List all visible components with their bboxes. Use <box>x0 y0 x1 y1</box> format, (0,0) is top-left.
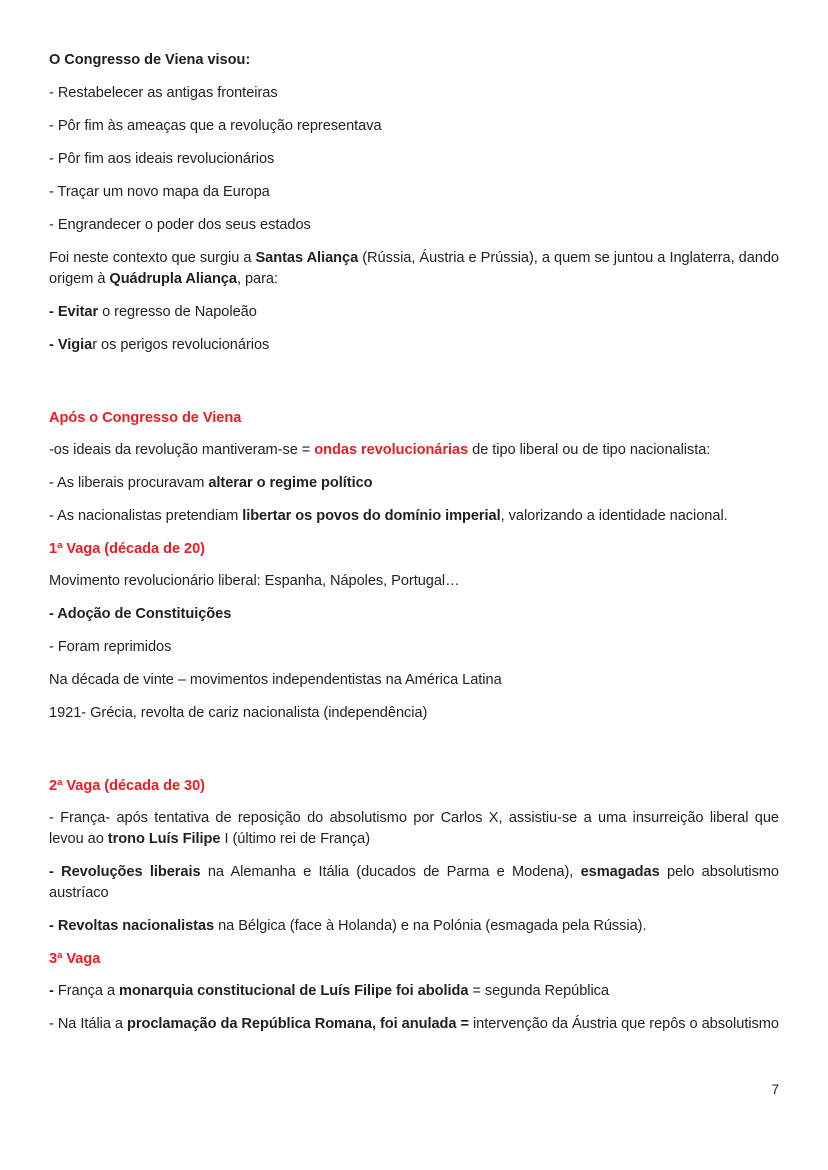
text-run: r os perigos revolucionários <box>92 337 270 353</box>
bullet-por-fim-ideais: - Pôr fim aos ideais revolucionários <box>49 151 275 167</box>
text-decada-vinte-america-latina: Na década de vinte – movimentos independentistas na América Latina <box>49 672 502 688</box>
paragraph-revoltas-nacionalistas <box>49 916 779 937</box>
bold-quadrupla-alianca: Quádrupla Aliança <box>109 271 237 287</box>
text-run: de tipo liberal ou de tipo nacionalista: <box>468 442 711 458</box>
text-run: na Alemanha e Itália (ducados de Parma e Modena), <box>200 864 581 880</box>
text-run: - Na Itália a <box>49 1016 127 1032</box>
section-heading-terceira-vaga: 3ª Vaga <box>49 951 101 967</box>
text-run: - França- após tentativa de reposição do absolutismo por Carlos X, assistiu-se a uma insurreição liberal que levou ao <box>49 810 779 847</box>
bold-vigia: Vigia <box>57 337 93 353</box>
bullet-por-fim-ameacas: - Pôr fim às ameaças que a revolução representava <box>49 118 382 134</box>
bullet-dash: - <box>49 864 62 880</box>
bullet-dash: - <box>49 983 58 999</box>
text-run: - As liberais procuravam <box>49 475 209 491</box>
paragraph-franca-monarquia-abolida <box>49 981 779 1002</box>
section-spacer <box>49 368 779 408</box>
text-movimento-revolucionario-liberal: Movimento revolucionário liberal: Espanha, Nápoles, Portugal… <box>49 573 460 589</box>
section-heading-congresso-viena: O Congresso de Viena visou: <box>49 52 251 68</box>
document-body <box>49 50 779 1047</box>
text-run: , para: <box>236 271 278 287</box>
red-ondas-revolucionarias: ondas revolucionárias <box>314 442 469 458</box>
bullet-liberais-regime <box>49 473 779 494</box>
bold-santas-alianca: Santas Aliança <box>255 250 359 266</box>
bullet-dash: - <box>49 918 58 934</box>
section-heading-apos-congresso: Após o Congresso de Viena <box>49 410 242 426</box>
paragraph-franca-carlos-x <box>49 808 779 850</box>
text-run: pelo absolutismo austríaco <box>49 864 779 901</box>
bold-libertar-povos: libertar os povos do domínio imperial <box>242 508 501 524</box>
text-run: França a <box>57 983 120 999</box>
bold-revolucoes-liberais: Revoluções liberais <box>61 864 201 880</box>
text-run: o regresso de Napoleão <box>98 304 257 320</box>
bullet-vigiar-perigos <box>49 335 779 356</box>
bold-monarquia-constitucional: monarquia constitucional de Luís Filipe foi abolida <box>119 983 469 999</box>
bullet-engrandecer-poder: - Engrandecer o poder dos seus estados <box>49 217 311 233</box>
paragraph-italia-republica-romana <box>49 1014 779 1035</box>
bullet-dash: - <box>49 304 58 320</box>
text-run: I (último rei de França) <box>220 831 371 847</box>
text-run: (Rússia, Áustria e Prússia), a quem se juntou a Inglaterra, dando origem à <box>49 250 779 287</box>
bold-evitar: Evitar <box>57 304 99 320</box>
text-run: - As nacionalistas pretendiam <box>49 508 243 524</box>
paragraph-ideais-revolucao <box>49 440 779 461</box>
bold-proclamacao-republica-romana: proclamação da República Romana, foi anulada = <box>126 1016 469 1032</box>
section-heading-segunda-vaga: 2ª Vaga (década de 30) <box>49 778 205 794</box>
bold-esmagadas: esmagadas <box>580 864 660 880</box>
text-run: Foi neste contexto que surgiu a <box>49 250 256 266</box>
bullet-foram-reprimidos: - Foram reprimidos <box>49 639 172 655</box>
text-run: intervenção da Áustria que repôs o absolutismo <box>468 1016 779 1032</box>
text-run: , valorizando a identidade nacional. <box>500 508 728 524</box>
page-number: 7 <box>771 1082 779 1097</box>
section-heading-primeira-vaga: 1ª Vaga (década de 20) <box>49 541 205 557</box>
text-1921-grecia: 1921- Grécia, revolta de cariz nacionalista (independência) <box>49 705 428 721</box>
bullet-adocao-constituicoes: - Adoção de Constituições <box>49 606 232 622</box>
bullet-tracar-mapa: - Traçar um novo mapa da Europa <box>49 184 270 200</box>
bullet-evitar-napoleao <box>49 302 779 323</box>
bullet-dash: - <box>49 337 58 353</box>
text-run: na Bélgica (face à Holanda) e na Polónia (esmagada pela Rússia). <box>214 918 647 934</box>
text-run: = segunda República <box>468 983 609 999</box>
paragraph-revolucoes-liberais <box>49 862 779 904</box>
text-run: -os ideais da revolução mantiveram-se = <box>49 442 315 458</box>
bullet-nacionalistas-libertar <box>49 506 779 527</box>
bold-revoltas-nacionalistas: Revoltas nacionalistas <box>57 918 215 934</box>
section-spacer <box>49 736 779 776</box>
paragraph-santa-alianca <box>49 248 779 290</box>
bold-alterar-regime-politico: alterar o regime político <box>208 475 373 491</box>
bullet-restabelecer-fronteiras: - Restabelecer as antigas fronteiras <box>49 85 278 101</box>
bold-trono-luis-filipe: trono Luís Filipe <box>107 831 221 847</box>
